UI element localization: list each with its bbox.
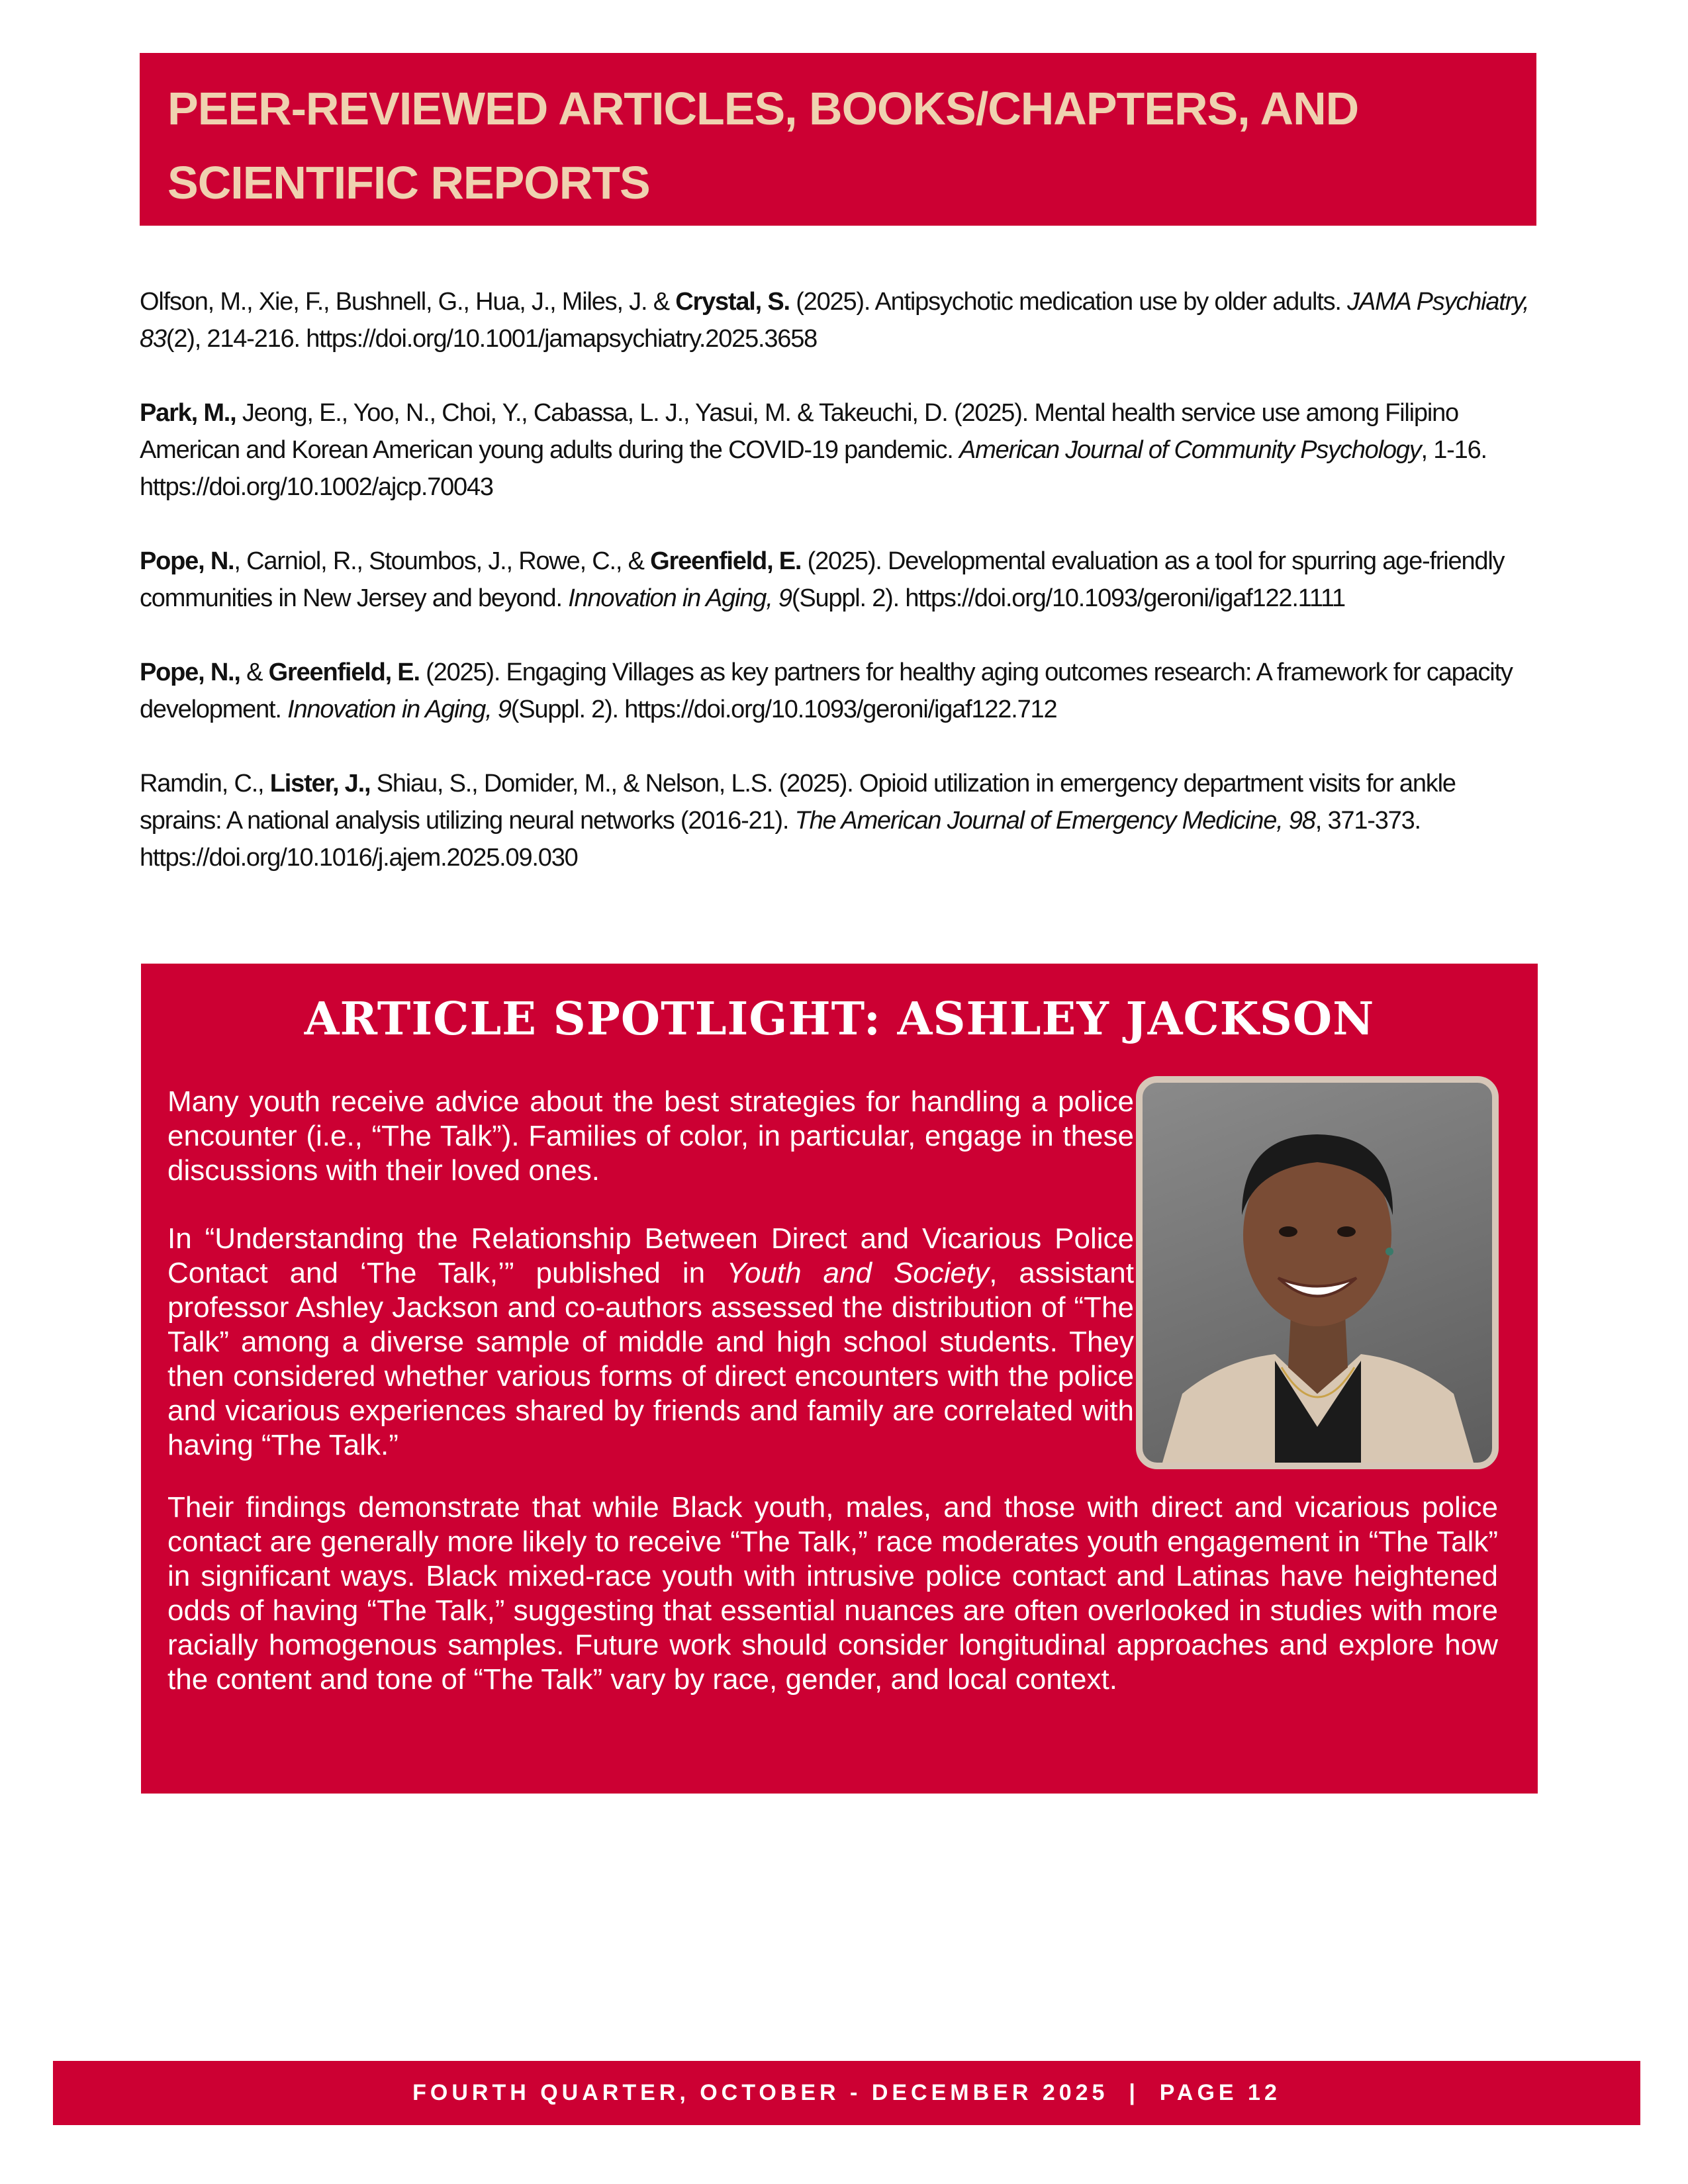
pub-citation-details: (2), 214-216. https://doi.org/10.1001/jamapsychiatry.2025.3658	[165, 325, 818, 353]
pub-title: (2025). Antipsychotic medication use by older adults.	[789, 288, 1348, 316]
spotlight-study-text: In “Understanding the Relationship Between Direct and Vicarious Police Contact and ‘The Talk,’” published in	[167, 1222, 1134, 1289]
pub-highlighted-author: Greenfield, E.	[650, 547, 802, 575]
pub-journal: Innovation in Aging, 9	[568, 584, 792, 612]
spotlight-intro-paragraph: Many youth receive advice about the best strategies for handling a police encounter (i.e., “The Talk”). Families of color, in particular, engage in these discussions with their loved ones.	[167, 1085, 1134, 1187]
pub-journal: The American Journal of Emergency Medicine, 98	[794, 807, 1315, 835]
pub-journal: American Journal of Community Psychology	[959, 436, 1421, 464]
publication-entry-pope-carniol	[140, 543, 1538, 617]
spotlight-findings-paragraph: Their findings demonstrate that while Black youth, males, and those with direct and vicarious police contact are generally more likely to receive “The Talk,” race moderates youth engagement in “The Talk” in significant ways. Black mixed-race youth with intrusive police contact and Latinas have heightened odds of having “The Talk,” suggesting that essential nuances are often overlooked in studies with more racially homogenous samples. Future work should consider longitudinal approaches and explore how the content and tone of “The Talk” vary by race, gender, and local context.	[167, 1491, 1498, 1696]
publication-entry-olfson	[140, 283, 1538, 357]
spotlight-journal-name: Youth and Society	[727, 1257, 990, 1289]
section-header-banner	[140, 53, 1536, 226]
portrait-photo	[1136, 1076, 1499, 1469]
publication-list	[140, 283, 1538, 913]
pub-title: Shiau, S., Domider, M., & Nelson, L.S. (2025). Opioid utilization in emergency department visits for ankle sprains: A national analysis utilizing neural networks (2016-21).	[140, 770, 1456, 835]
footer-issue-page: FOURTH QUARTER, OCTOBER - DECEMBER 2025 | PAGE 12	[412, 2080, 1281, 2105]
pub-authors: , Carniol, R., Stoumbos, J., Rowe, C., &	[234, 547, 651, 575]
pub-highlighted-author: Lister, J.,	[269, 770, 371, 797]
pub-journal: Innovation in Aging, 9	[287, 696, 511, 723]
publication-entry-pope-greenfield	[140, 654, 1538, 728]
spotlight-title: ARTICLE SPOTLIGHT: ASHLEY JACKSON	[304, 993, 1375, 1046]
page-footer	[53, 2061, 1640, 2125]
pub-highlighted-author: Pope, N.,	[140, 659, 240, 686]
pub-highlighted-author: Park, M.,	[140, 399, 236, 427]
pub-citation-details: (Suppl. 2). https://doi.org/10.1093/geroni/igaf122.1111	[791, 584, 1345, 612]
article-spotlight-box	[141, 964, 1538, 1794]
pub-highlighted-author: Greenfield, E.	[268, 659, 420, 686]
pub-title: (2025). Developmental evaluation as a tool for spurring age-friendly communities in New Jersey and beyond.	[140, 547, 1505, 612]
pub-authors: Ramdin, C.,	[140, 770, 270, 797]
pub-journal: JAMA Psychiatry, 83	[140, 288, 1529, 353]
pub-title: (2025). Engaging Villages as key partners for healthy aging outcomes research: A framework for capacity development.	[140, 659, 1513, 723]
pub-authors-title: Jeong, E., Yoo, N., Choi, Y., Cabassa, L. J., Yasui, M. & Takeuchi, D. (2025). Mental health service use among Filipino American and Korean American young adults during the COVID-19 pandemic.	[140, 399, 1458, 464]
publication-entry-ramdin	[140, 765, 1538, 876]
pub-highlighted-author: Crystal, S.	[675, 288, 790, 316]
section-title	[167, 71, 1509, 220]
pub-authors: &	[240, 659, 269, 686]
section-title-line-1: PEER-REVIEWED ARTICLES, BOOKS/CHAPTERS, AND	[167, 83, 1359, 134]
section-title-line-2: SCIENTIFIC REPORTS	[167, 157, 650, 208]
pub-citation-details: (Suppl. 2). https://doi.org/10.1093/geroni/igaf122.712	[510, 696, 1057, 723]
spotlight-study-paragraph	[167, 1222, 1134, 1463]
spotlight-study-text-cont: , assistant professor Ashley Jackson and co-authors assessed the distribution of “The Talk” among a diverse sample of middle and high school students. They then considered whether various forms of direct encounters with the police and vicarious experiences shared by friends and family are correlated with having “The Talk.”	[167, 1257, 1134, 1461]
pub-citation-details: , 371-373. https://doi.org/10.1016/j.ajem.2025.09.030	[140, 807, 1421, 872]
publication-entry-park	[140, 394, 1538, 506]
portrait-illustration	[1143, 1083, 1492, 1463]
pub-authors: Olfson, M., Xie, F., Bushnell, G., Hua, J., Miles, J. &	[140, 288, 676, 316]
pub-citation-details: , 1-16. https://doi.org/10.1002/ajcp.70043	[140, 436, 1487, 501]
pub-highlighted-author: Pope, N.	[140, 547, 234, 575]
